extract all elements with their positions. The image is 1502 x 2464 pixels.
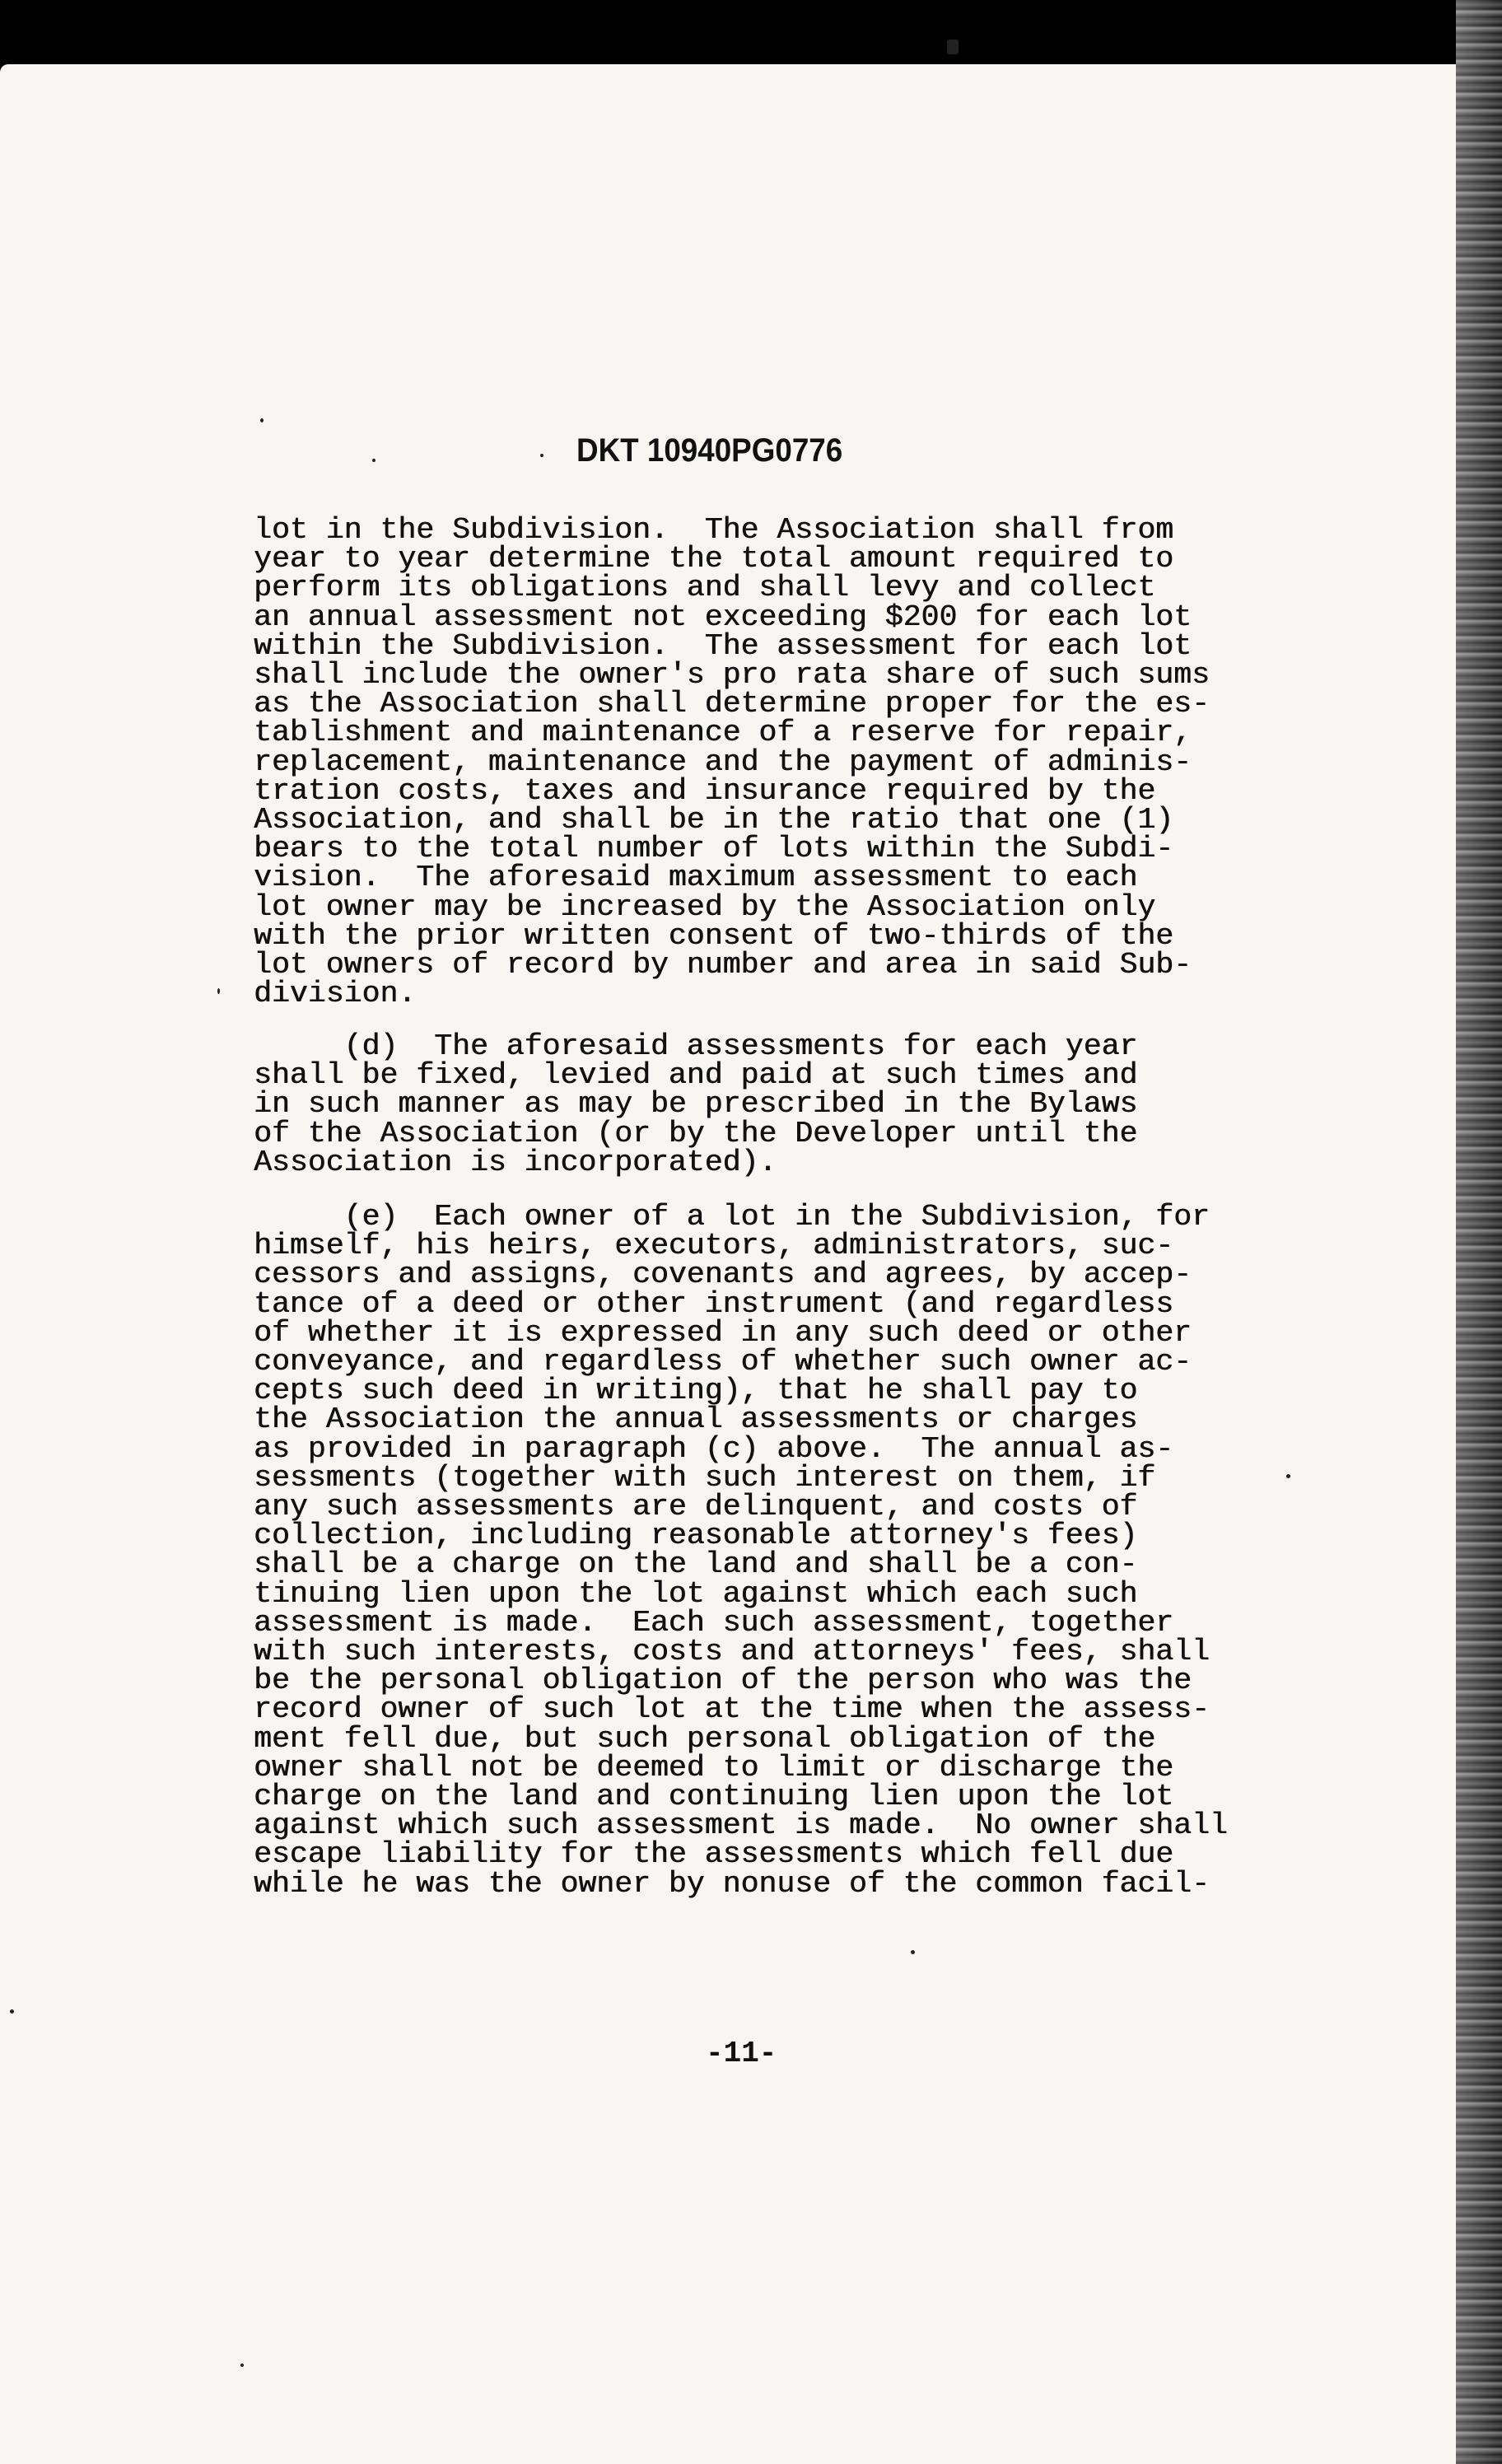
text-line: as the Association shall determine proper for the es- [254, 687, 1210, 721]
scan-speck [372, 459, 376, 462]
text-line: lot in the Subdivision. The Association shall from [254, 513, 1174, 547]
text-line: of whether it is expressed in any such deed or other [254, 1315, 1192, 1350]
text-line: tinuing lien upon the lot against which each such [254, 1576, 1138, 1611]
scan-speck [260, 418, 264, 422]
scan-speck [911, 1950, 915, 1954]
text-line: shall include the owner's pro rata share of such sums [254, 658, 1210, 693]
text-line: perform its obligations and shall levy and collect [254, 571, 1156, 605]
text-line: with such interests, costs and attorneys' fees, shall [254, 1635, 1210, 1669]
text-line: assessment is made. Each such assessment, together [254, 1605, 1174, 1640]
scan-speck [540, 454, 543, 457]
paragraph-e [254, 1200, 1228, 1901]
text-line: himself, his heirs, executors, administrators, suc- [254, 1229, 1174, 1263]
text-line: tance of a deed or other instrument (and regardless [254, 1286, 1174, 1321]
text-line: lot owners of record by number and area in said Sub- [254, 948, 1192, 982]
text-line: Association, and shall be in the ratio that one (1) [254, 803, 1174, 838]
text-line: replacement, maintenance and the payment of adminis- [254, 744, 1192, 779]
text-line: the Association the annual assessments or charges [254, 1402, 1138, 1437]
text-line: within the Subdivision. The assessment for each lot [254, 628, 1192, 663]
text-line: vision. The aforesaid maximum assessment to each [254, 861, 1138, 895]
paragraph-assessment [254, 513, 1210, 1011]
scan-speck [947, 40, 959, 54]
text-line: conveyance, and regardless of whether such owner ac- [254, 1345, 1192, 1379]
scan-speck [10, 2009, 14, 2014]
scan-speck [217, 988, 220, 994]
text-line: be the personal obligation of the person who was the [254, 1664, 1192, 1698]
text-line: charge on the land and continuing lien upon the lot [254, 1780, 1174, 1814]
text-line: any such assessments are delinquent, and costs of [254, 1490, 1138, 1524]
text-line: (e) Each owner of a lot in the Subdivision, for [254, 1200, 1210, 1234]
text-line: division. [254, 977, 417, 1011]
paragraph-d [254, 1029, 1199, 1179]
text-line: (d) The aforesaid assessments for each year [254, 1029, 1138, 1063]
text-line: year to year determine the total amount required to [254, 542, 1174, 576]
text-line: cepts such deed in writing), that he shall pay to [254, 1374, 1138, 1408]
text-line: lot owner may be increased by the Association only [254, 889, 1156, 924]
scan-speck [1286, 1474, 1290, 1478]
text-line: escape liability for the assessments which fell due [254, 1837, 1174, 1872]
text-line: against which such assessment is made. No owner shall [254, 1808, 1228, 1843]
text-line: collection, including reasonable attorney's fees) [254, 1519, 1138, 1553]
text-line: while he was the owner by nonuse of the common facil- [254, 1866, 1210, 1901]
scan-border-left-lower [0, 387, 18, 2464]
scan-speck [240, 2364, 244, 2367]
text-line: with the prior written consent of two-thirds of the [254, 918, 1174, 953]
text-line: record owner of such lot at the time when the assess- [254, 1692, 1210, 1727]
text-line: shall be a charge on the land and shall be a con- [254, 1547, 1138, 1582]
text-line: an annual assessment not exceeding $200 for each lot [254, 600, 1192, 634]
page-number: -11- [706, 2037, 777, 2070]
text-line: owner shall not be deemed to limit or discharge the [254, 1750, 1174, 1785]
text-line: as provided in paragraph (c) above. The annual as- [254, 1431, 1174, 1466]
text-line: tration costs, taxes and insurance required by the [254, 773, 1156, 808]
text-line: ment fell due, but such personal obligation of the [254, 1721, 1156, 1756]
text-line: cessors and assigns, covenants and agrees, by accep- [254, 1258, 1192, 1292]
text-line: tablishment and maintenance of a reserve for repair, [254, 716, 1192, 750]
text-line: Association is incorporated). [254, 1145, 777, 1179]
text-line: of the Association (or by the Developer until the [254, 1116, 1138, 1150]
text-line: sessments (together with such interest on them, if [254, 1460, 1156, 1495]
text-line: bears to the total number of lots within the Subdi- [254, 832, 1174, 866]
text-line: in such manner as may be prescribed in the Bylaws [254, 1087, 1138, 1122]
text-line: shall be fixed, levied and paid at such times and [254, 1058, 1138, 1093]
book-page-stamp: DKT 10940PG0776 [576, 432, 843, 469]
scan-border-right [1456, 0, 1502, 2464]
